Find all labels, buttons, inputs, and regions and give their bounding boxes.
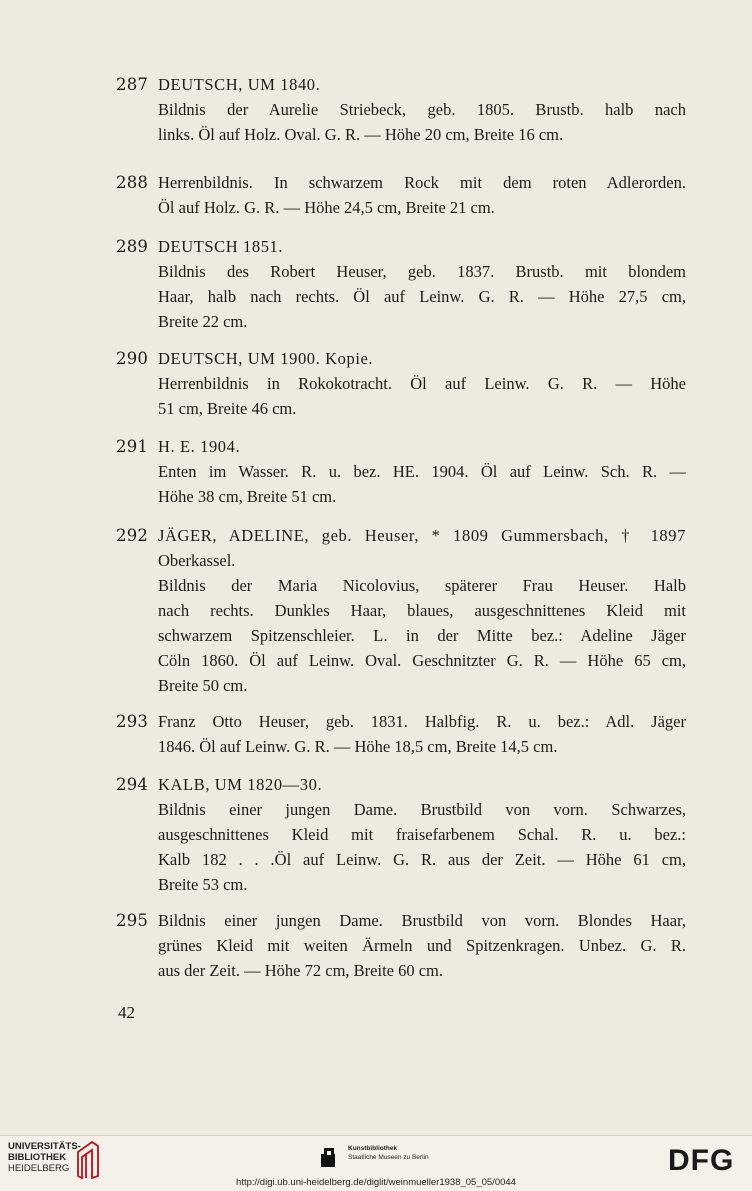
entry-line: Cöln 1860. Öl auf Leinw. Oval. Geschnitzter G. R. — Höhe 65 cm,: [158, 651, 686, 670]
entry-line: Öl auf Holz. G. R. — Höhe 24,5 cm, Breite 21 cm.: [158, 198, 495, 217]
entry-number: 293: [116, 712, 149, 731]
entry-287: [116, 72, 686, 147]
entry-line: Breite 53 cm.: [158, 875, 248, 894]
entry-line: Herrenbildnis in Rokokotracht. Öl auf Leinw. G. R. — Höhe: [158, 374, 686, 393]
entry-292: [116, 523, 686, 698]
kb-line-2: Staatliche Museen zu Berlin: [348, 1154, 429, 1161]
entry-number: 295: [116, 911, 149, 930]
ub-line-1: UNIVERSITÄTS-: [8, 1141, 81, 1152]
entry-line: grünes Kleid mit weiten Ärmeln und Spitzenkragen. Unbez. G. R.: [158, 936, 686, 955]
ub-line-2: BIBLIOTHEK: [8, 1152, 67, 1163]
entry-line: schwarzem Spitzenschleier. L. in der Mitte bez.: Adeline Jäger: [158, 626, 686, 645]
entry-289: [116, 234, 686, 334]
entry-heading: DEUTSCH, UM 1840.: [158, 75, 321, 94]
entry-heading: JÄGER, ADELINE, geb. Heuser, * 1809 Gummersbach, † 1897: [158, 526, 686, 545]
entry-number: 291: [116, 437, 149, 456]
entry-line: 51 cm, Breite 46 cm.: [158, 399, 297, 418]
entry-295: [116, 908, 686, 983]
entry-line: Bildnis einer jungen Dame. Brustbild von vorn. Schwarzes,: [158, 800, 686, 819]
kb-line-1: Kunstbibliothek: [348, 1145, 398, 1152]
kunstbibliothek-name: [348, 1144, 429, 1162]
entry-line: aus der Zeit. — Höhe 72 cm, Breite 60 cm.: [158, 961, 444, 980]
entry-line: nach rechts. Dunkles Haar, blaues, ausgeschnittenes Kleid mit: [158, 601, 686, 620]
entry-line: Bildnis des Robert Heuser, geb. 1837. Brustb. mit blondem: [158, 262, 686, 281]
entry-288: [116, 170, 686, 220]
entry-heading: DEUTSCH, UM 1900. Kopie.: [158, 349, 374, 368]
entry-line: Bildnis einer jungen Dame. Brustbild von vorn. Blondes Haar,: [158, 911, 686, 930]
entry-number: 294: [116, 775, 149, 794]
page-number: 42: [118, 1003, 135, 1022]
entry-line: Breite 50 cm.: [158, 676, 248, 695]
entry-number: 290: [116, 349, 149, 368]
entry-line: Haar, halb nach rechts. Öl auf Leinw. G. R. — Höhe 27,5 cm,: [158, 287, 686, 306]
entry-line: ausgeschnittenes Kleid mit fraisefarbenem Schal. R. u. bez.:: [158, 825, 686, 844]
entry-294: [116, 772, 686, 897]
entry-line: Enten im Wasser. R. u. bez. HE. 1904. Öl auf Leinw. Sch. R. —: [158, 462, 686, 481]
entry-line: Franz Otto Heuser, geb. 1831. Halbfig. R. u. bez.: Adl. Jäger: [158, 712, 686, 731]
entry-number: 288: [116, 173, 149, 192]
source-url-link[interactable]: http://digi.ub.uni-heidelberg.de/diglit/weinmueller1938_05_05/0044: [236, 1177, 516, 1188]
kunstbibliothek-logo-icon[interactable]: [320, 1146, 342, 1168]
ub-heidelberg-logo-icon[interactable]: [74, 1140, 102, 1180]
entry-line: Herrenbildnis. In schwarzem Rock mit dem roten Adlerorden.: [158, 173, 686, 192]
entry-291: [116, 434, 686, 509]
entry-number: 289: [116, 237, 149, 256]
entry-heading: KALB, UM 1820—30.: [158, 775, 323, 794]
ub-line-3: HEIDELBERG: [8, 1163, 70, 1174]
entry-line: 1846. Öl auf Leinw. G. R. — Höhe 18,5 cm, Breite 14,5 cm.: [158, 737, 558, 756]
entry-line: Breite 22 cm.: [158, 312, 248, 331]
entry-heading: DEUTSCH 1851.: [158, 237, 284, 256]
entry-number: 292: [116, 526, 149, 545]
entry-line: Höhe 38 cm, Breite 51 cm.: [158, 487, 337, 506]
entry-line: Bildnis der Maria Nicolovius, späterer Frau Heuser. Halb: [158, 576, 686, 595]
entry-number: 287: [116, 75, 149, 94]
entry-heading: H. E. 1904.: [158, 437, 241, 456]
dfg-logo[interactable]: DFG: [668, 1144, 735, 1177]
entry-line: Kalb 182 . . .Öl auf Leinw. G. R. aus der Zeit. — Höhe 61 cm,: [158, 850, 686, 869]
entry-290: [116, 346, 686, 421]
entry-293: [116, 709, 686, 759]
entry-line: links. Öl auf Holz. Oval. G. R. — Höhe 20 cm, Breite 16 cm.: [158, 125, 564, 144]
university-library-name[interactable]: [8, 1141, 81, 1174]
entry-line: Oberkassel.: [158, 551, 236, 570]
entry-line: Bildnis der Aurelie Striebeck, geb. 1805. Brustb. halb nach: [158, 100, 686, 119]
